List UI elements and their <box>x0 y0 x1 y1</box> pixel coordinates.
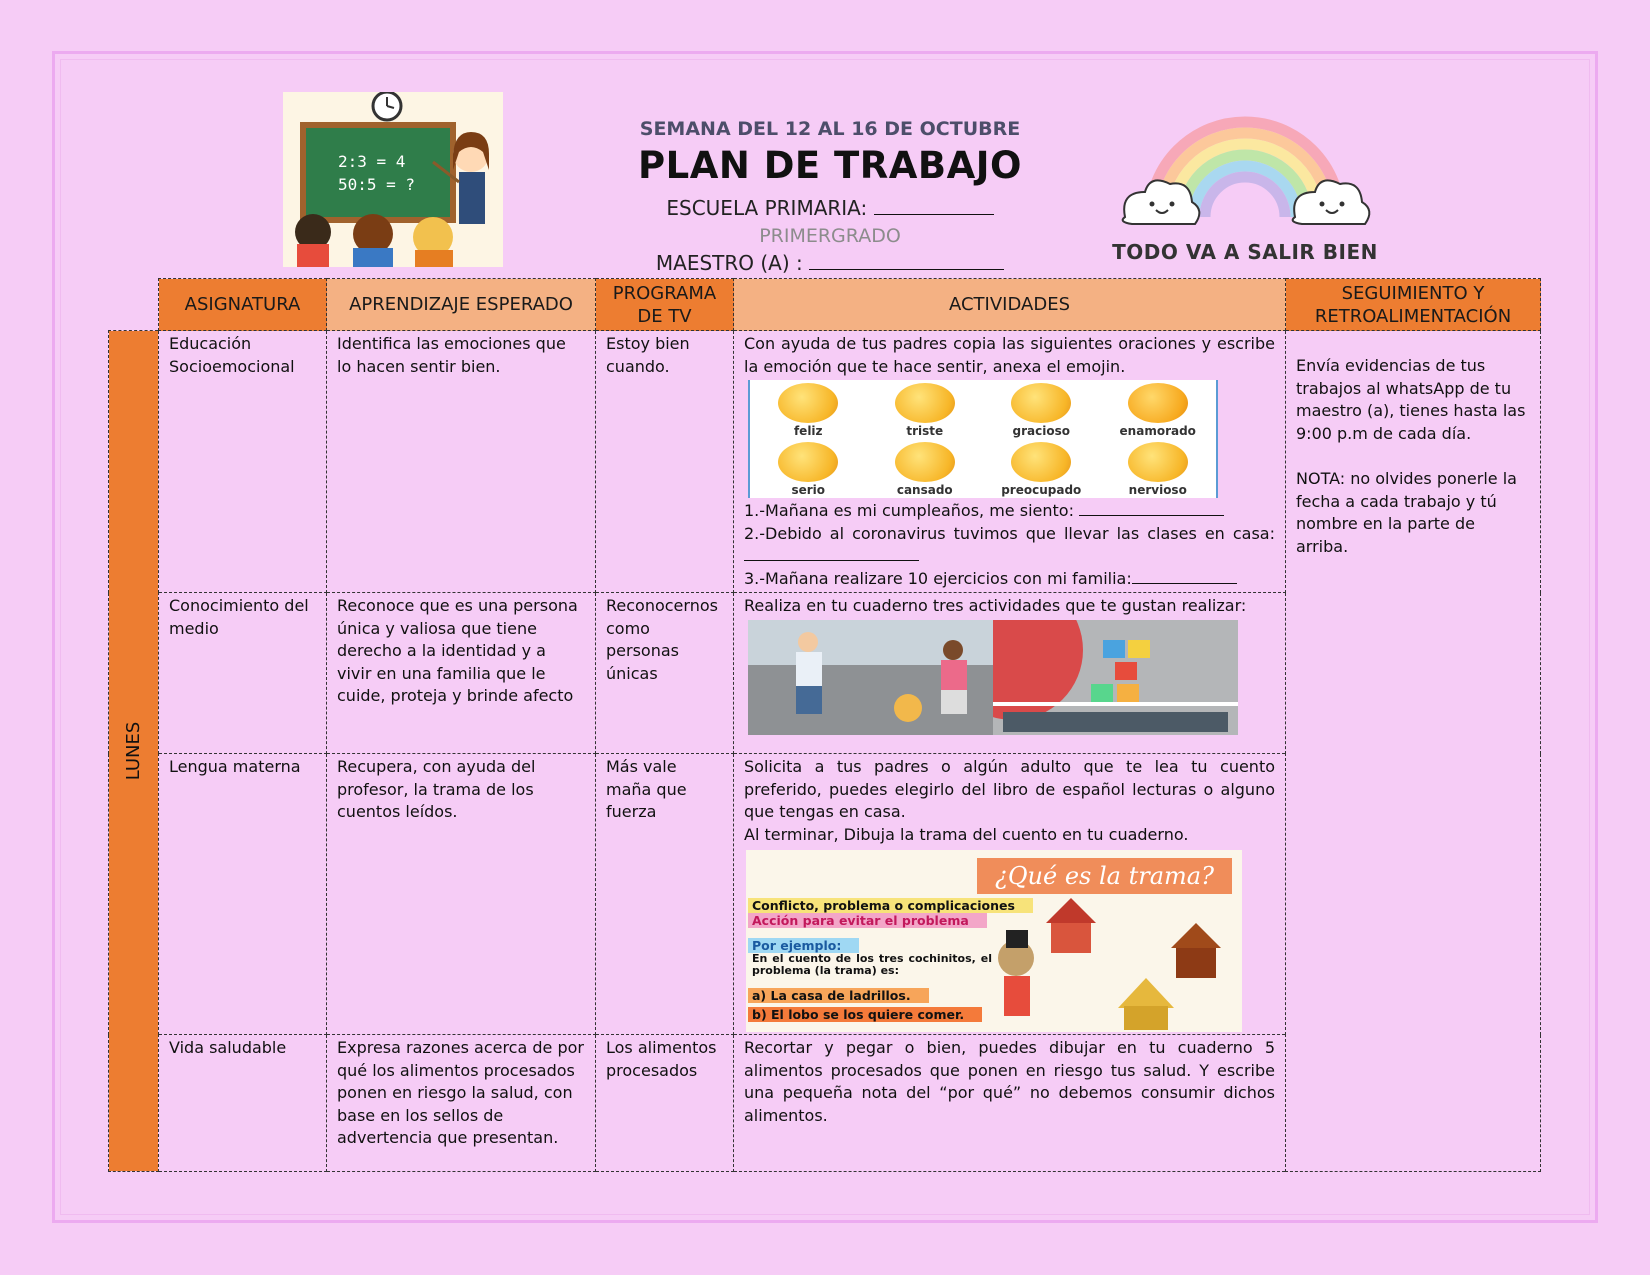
neutral-face-icon <box>778 442 838 482</box>
emoji-label: feliz <box>793 424 823 438</box>
week-heading: SEMANA DEL 12 AL 16 DE OCTUBRE <box>639 118 1021 140</box>
plot-line: b) El lobo se los quiere comer. <box>748 1007 982 1022</box>
plan-table <box>108 278 1541 1172</box>
emoji-label: enamorado <box>1119 424 1196 438</box>
hopscotch-photo <box>993 620 1238 735</box>
answer-blank <box>1132 583 1237 584</box>
activity-text-2: Al terminar, Dibuja la trama del cuento en tu cuaderno. <box>744 824 1189 844</box>
tv-cell: Estoy bien cuando. <box>596 331 734 593</box>
plot-explainer-image <box>746 850 1242 1032</box>
sentence-1: 1.-Mañana es mi cumpleaños, me siento: <box>744 500 1275 523</box>
followup-text: Envía evidencias de tus trabajos al whatsApp de tu maestro (a), tienes hasta las 9:00 p.m de cada día. <box>1296 356 1526 443</box>
emoji-label: cansado <box>896 483 953 497</box>
activity-intro: Con ayuda de tus padres copia las siguientes oraciones y escribe la emoción que te hace sentir, anexa el emojin. <box>744 334 1275 376</box>
teacher-label: MAESTRO (A) : <box>655 251 803 275</box>
emoji-serious <box>750 439 867 498</box>
school-label: ESCUELA PRIMARIA: <box>666 196 868 220</box>
worried-face-icon <box>1011 442 1071 482</box>
page-title: PLAN DE TRABAJO <box>638 144 1022 187</box>
blackboard-math-1: 2:3 = 4 <box>338 152 406 171</box>
header-spacer <box>109 279 117 330</box>
school-blank <box>874 214 994 215</box>
children-playing-photo <box>748 620 993 735</box>
emoji-tired <box>867 439 984 498</box>
activity-cell: Recortar y pegar o bien, puedes dibujar en tu cuaderno 5 alimentos procesados que ponen en riesgo tus salud. Y escribe una pequeña nota del “por qué” no debemos consumir dichos alimentos. <box>734 1035 1286 1172</box>
header-row <box>109 279 1541 331</box>
funny-face-icon <box>1011 383 1071 423</box>
teacher-field <box>600 251 1060 275</box>
day-label: LUNES <box>122 721 144 781</box>
plot-line: Conflicto, problema o complicaciones <box>748 898 1033 913</box>
plot-explainer-title: ¿Qué es la trama? <box>977 858 1232 894</box>
grade-label: PRIMERGRADO <box>759 225 901 247</box>
sleepy-face-icon <box>895 442 955 482</box>
activity-cell <box>734 754 1286 1035</box>
rainbow-slogan: TODO VA A SALIR BIEN <box>1112 240 1378 264</box>
subject-cell: Vida saludable <box>159 1035 327 1172</box>
plot-line: Acción para evitar el problema <box>748 913 987 928</box>
emoji-chart <box>748 380 1218 498</box>
tv-cell: Los alimentos procesados <box>596 1035 734 1172</box>
emoji-label: serio <box>791 483 826 497</box>
header-followup: SEGUIMIENTO Y RETROALIMENTACIÓN <box>1286 279 1541 331</box>
tv-cell: Más vale maña que fuerza <box>596 754 734 1035</box>
header-learning: APRENDIZAJE ESPERADO <box>327 279 596 331</box>
emoji-nervous <box>1100 439 1217 498</box>
activities-photos <box>748 620 1275 735</box>
header-subject: ASIGNATURA <box>159 279 327 331</box>
plot-line: a) La casa de ladrillos. <box>748 988 929 1003</box>
subject-cell: Conocimiento del medio <box>159 593 327 754</box>
activity-text: Solicita a tus padres o algún adulto que te lea tu cuento preferido, puedes elegirlo del libro de español lecturas o alguno que tengas en casa. <box>744 757 1275 821</box>
activity-cell <box>734 593 1286 754</box>
sad-face-icon <box>895 383 955 423</box>
emoji-love <box>1100 380 1217 439</box>
answer-blank <box>1079 515 1224 516</box>
table-row <box>109 331 1541 593</box>
emoji-label: gracioso <box>1012 424 1070 438</box>
subject-cell: Lengua materna <box>159 754 327 1035</box>
emoji-worried <box>983 439 1100 498</box>
activity-cell <box>734 331 1286 593</box>
learning-cell: Recupera, con ayuda del profesor, la trama de los cuentos leídos. <box>327 754 596 1035</box>
followup-cell <box>1286 331 1541 1172</box>
answer-blank <box>744 560 919 561</box>
learning-cell: Expresa razones acerca de por qué los alimentos procesados ponen en riesgo la salud, con base en los sellos de advertencia que presentan. <box>327 1035 596 1172</box>
emoji-happy <box>750 380 867 439</box>
emoji-label: nervioso <box>1128 483 1187 497</box>
school-field <box>600 196 1060 220</box>
emoji-funny <box>983 380 1100 439</box>
learning-cell: Reconoce que es una persona única y valiosa que tiene derecho a la identidad y a vivir en una familia que le cuide, proteja y brinde afecto <box>327 593 596 754</box>
tv-cell: Reconocernos como personas únicas <box>596 593 734 754</box>
happy-face-icon <box>778 383 838 423</box>
sentence-2: 2.-Debido al coronavirus tuvimos que llevar las clases en casa: <box>744 523 1275 568</box>
header-activities: ACTIVIDADES <box>734 279 1286 331</box>
sentence-3: 3.-Mañana realizare 10 ejercicios con mi familia: <box>744 568 1275 591</box>
plot-line: En el cuento de los tres cochinitos, el problema (la trama) es: <box>752 952 992 977</box>
subject-cell: Educación Socioemocional <box>159 331 327 593</box>
teacher-blank <box>809 269 1004 270</box>
activity-text: Realiza en tu cuaderno tres actividades que te gustan realizar: <box>744 596 1247 615</box>
wolf-and-houses-illustration <box>996 898 1236 1032</box>
emoji-label: triste <box>906 424 944 438</box>
plot-line: Por ejemplo: <box>748 938 859 953</box>
classroom-illustration <box>283 92 503 267</box>
learning-cell: Identifica las emociones que lo hacen sentir bien. <box>327 331 596 593</box>
blackboard-math-2: 50:5 = ? <box>338 175 416 194</box>
header-tv: PROGRAMA DE TV <box>596 279 734 331</box>
grimacing-face-icon <box>1128 442 1188 482</box>
emoji-sad <box>867 380 984 439</box>
followup-note: NOTA: no olvides ponerle la fecha a cada trabajo y tú nombre en la parte de arriba. <box>1296 469 1517 556</box>
emoji-label: preocupado <box>1001 483 1082 497</box>
day-cell <box>109 331 159 1172</box>
heart-eyes-face-icon <box>1128 383 1188 423</box>
